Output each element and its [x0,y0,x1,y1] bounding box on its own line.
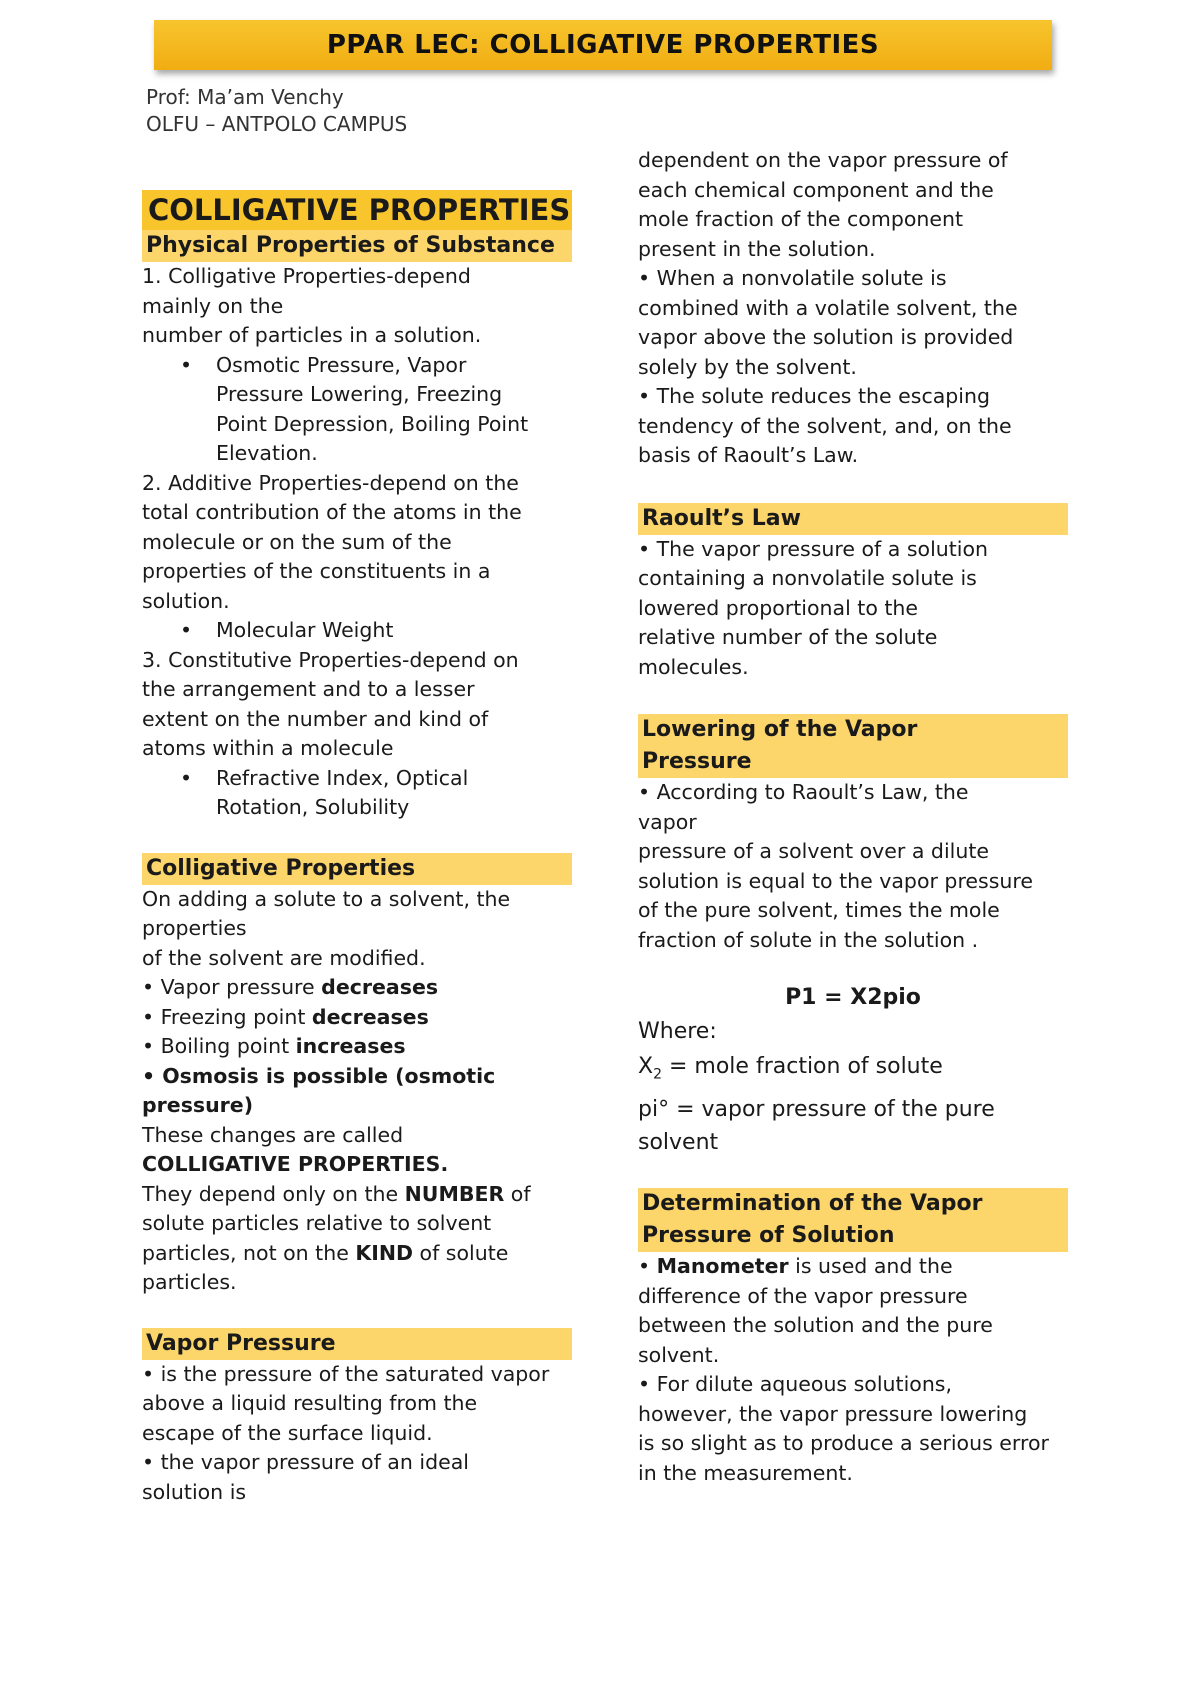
author-info [146,84,407,138]
text-line: • Osmosis is possible (osmotic [142,1063,496,1088]
text-line: mainly on the [142,293,284,318]
text-line: above a liquid resulting from the [142,1391,478,1415]
bullet-item [142,351,572,469]
text-line: • is the pressure of the saturated vapor [142,1361,550,1386]
text-line: however, the vapor pressure lowering [638,1401,1028,1426]
text-line: solution is [142,1479,247,1504]
text-line: in the measurement. [638,1460,853,1485]
bullet-item [142,616,572,646]
text-line: atoms within a molecule [142,736,394,760]
text-line: Osmotic Pressure, Vapor [216,352,467,377]
variable-definition-pi-cont: solvent [638,1130,719,1156]
text-line: extent on the number and kind of [142,706,489,731]
text-line: • Freezing point decreases [142,1004,429,1029]
text-line: each chemical component and the [638,177,994,202]
text-line: containing a nonvolatile solute is [638,566,977,590]
text-line: molecule or on the sum of the [142,529,452,554]
text-line: On adding a solute to a solvent, the [142,886,511,911]
text-line: properties [142,916,247,940]
text-line: mole fraction of the component [638,207,964,231]
left-column [142,190,572,1507]
right-column [638,146,1068,1488]
text-line: • Manometer is used and the [638,1254,953,1279]
bullet-item [142,764,572,823]
text-line: molecules. [638,654,749,679]
text-line: Point Depression, Boiling Point [216,411,529,436]
text-line: These changes are called [142,1122,404,1147]
bullet-icon: • [180,618,193,642]
formula: P1 = X2pio [785,985,921,1010]
bullet-icon: • [180,352,193,377]
text-line: total contribution of the atoms in the [142,500,522,524]
text-line: Rotation, Solubility [216,795,410,819]
text-line: escape of the surface liquid. [142,1420,433,1445]
text-line: of the pure solvent, times the mole [638,898,1000,922]
text-line: dependent on the vapor pressure of [638,148,1008,172]
text-line: present in the solution. [638,236,876,261]
text-line: basis of Raoult’s Law. [638,443,859,467]
text-line: Refractive Index, Optical [216,765,469,790]
text-line: solution is equal to the vapor pressure [638,868,1033,893]
text-line: They depend only on the NUMBER of [142,1181,531,1206]
variable-definition-pi: pi° = vapor pressure of the pure [638,1097,995,1123]
text-line: fraction of solute in the solution . [638,927,979,952]
text-line: 3. Constitutive Properties-depend on [142,647,519,672]
text-line: the arrangement and to a lesser [142,677,475,701]
text-line: 1. Colligative Properties-depend [142,264,471,288]
text-line: particles. [142,1270,237,1294]
text-line: • Vapor pressure decreases [142,975,439,999]
heading-physical-properties: Physical Properties of Substance [142,230,572,262]
text-line: • The solute reduces the escaping [638,384,991,408]
heading-colligative-properties: Colligative Properties [142,853,572,885]
text-line: solvent. [638,1342,720,1367]
text-line: vapor above the solution is provided [638,325,1014,349]
variable-definition-x2: $X_2$ = mole fraction of solute [638,1054,943,1083]
text-line: COLLIGATIVE PROPERTIES. [142,1152,449,1176]
text-line: lowered proportional to the [638,595,919,620]
text-line: number of particles in a solution. [142,323,482,347]
text-line: • When a nonvolatile solute is [638,266,947,290]
text-line: properties of the constituents in a [142,559,491,583]
text-line: between the solution and the pure [638,1313,993,1338]
heading-determination-vapor-pressure: Determination of the Vapor Pressure of Solution [638,1188,1068,1252]
where-label: Where: [638,1019,717,1044]
professor-name: Prof: Ma’am Venchy [146,85,344,109]
text-line: solute particles relative to solvent [142,1211,492,1235]
text-line: • For dilute aqueous solutions, [638,1372,953,1397]
text-line: Molecular Weight [216,618,394,642]
text-line: • The vapor pressure of a solution [638,536,989,561]
text-line: • According to Raoult’s Law, the [638,780,969,804]
text-line: vapor [638,809,697,834]
text-line: 2. Additive Properties-depend on the [142,470,519,495]
text-line: particles, not on the KIND of solute [142,1240,509,1265]
text-line: Pressure Lowering, Freezing [216,382,503,406]
text-line: is so slight as to produce a serious error [638,1431,1049,1456]
main-heading: COLLIGATIVE PROPERTIES [142,190,572,230]
bullet-icon: • [180,765,193,790]
text-line: solely by the solvent. [638,354,857,379]
campus-name: OLFU – ANTPOLO CAMPUS [146,112,408,136]
text-line: • Boiling point increases [142,1034,406,1058]
text-line: combined with a volatile solvent, the [638,295,1018,320]
text-line: Elevation. [216,441,318,465]
text-line: of the solvent are modified. [142,945,426,970]
text-line: solution. [142,588,230,613]
heading-lowering-vapor-pressure: Lowering of the Vapor Pressure [638,714,1068,778]
text-line: difference of the vapor pressure [638,1283,968,1308]
heading-vapor-pressure: Vapor Pressure [142,1328,572,1360]
text-line: relative number of the solute [638,625,938,649]
text-line: pressure of a solvent over a dilute [638,839,989,863]
title-banner: PPAR LEC: COLLIGATIVE PROPERTIES [154,20,1052,70]
text-line: pressure) [142,1093,254,1117]
text-line: tendency of the solvent, and, on the [638,413,1012,438]
heading-raoults-law: Raoult’s Law [638,503,1068,535]
text-line: • the vapor pressure of an ideal [142,1450,469,1474]
